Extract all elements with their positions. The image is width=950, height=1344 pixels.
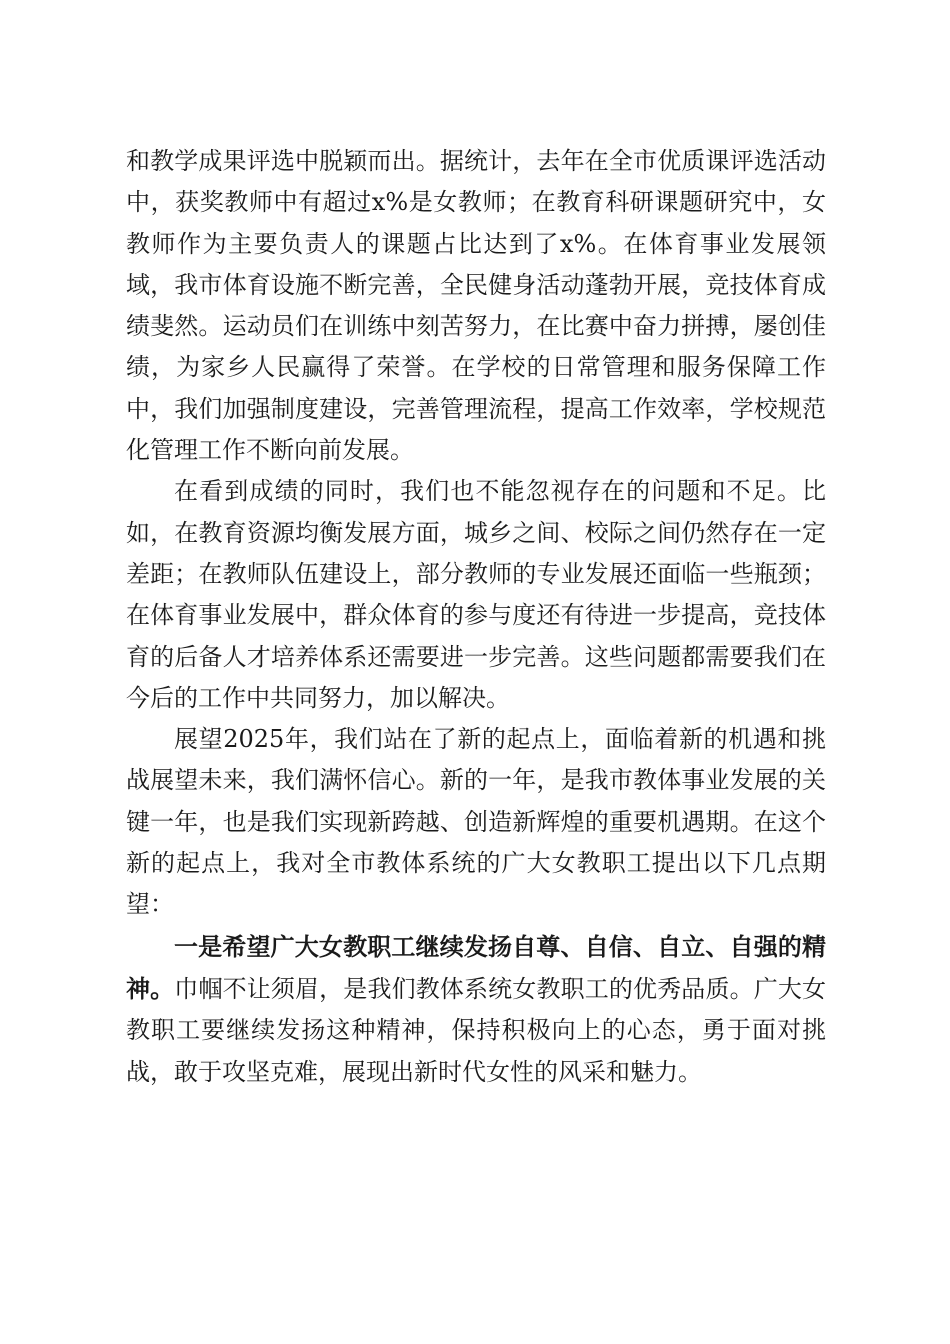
paragraph-achievements [126, 141, 826, 471]
paragraph-text: 在看到成绩的同时，我们也不能忽视存在的问题和不足。比如，在教育资源均衡发展方面，城乡之间、校际之间仍然存在一定差距；在教师队伍建设上，部分教师的专业发展还面临一些瓶颈；在体育事业发展中，群众体育的参与度还有待进一步提高，竞技体育的后备人才培养体系还需要进一步完善。这些问题都需要我们在今后的工作中共同努力，加以解决。 [126, 477, 826, 712]
paragraph-problems [126, 471, 826, 719]
paragraph-text: 和教学成果评选中脱颖而出。据统计，去年在全市优质课评选活动中，获奖教师中有超过x%是女教师；在教育科研课题研究中，女教师作为主要负责人的课题占比达到了x%。在体育事业发展领域，我市体育设施不断完善，全民健身活动蓬勃开展，竞技体育成绩斐然。运动员们在训练中刻苦努力，在比赛中奋力拼搏，屡创佳绩，为家乡人民赢得了荣誉。在学校的日常管理和服务保障工作中，我们加强制度建设，完善管理流程，提高工作效率，学校规范化管理工作不断向前发展。 [126, 147, 826, 465]
paragraph-text: 展望2025年，我们站在了新的起点上，面临着新的机遇和挑战展望未来，我们满怀信心。新的一年，是我市教体事业发展的关键一年，也是我们实现新跨越、创造新辉煌的重要机遇期。在这个新的起点上，我对全市教体系统的广大女教职工提出以下几点期望： [126, 725, 826, 919]
paragraph-expectation-one [126, 926, 826, 1093]
paragraph-text: 巾帼不让须眉，是我们教体系统女教职工的优秀品质。广大女教职工要继续发扬这种精神，保持积极向上的心态，勇于面对挑战，敢于攻坚克难，展现出新时代女性的风采和魅力。 [126, 974, 827, 1086]
paragraph-lead-sentence: 一是希望广大女教职工继续发扬自尊、自信、自立、自强的精神。 [126, 931, 826, 1003]
paragraph-outlook [126, 719, 826, 925]
document-body [126, 141, 826, 1093]
